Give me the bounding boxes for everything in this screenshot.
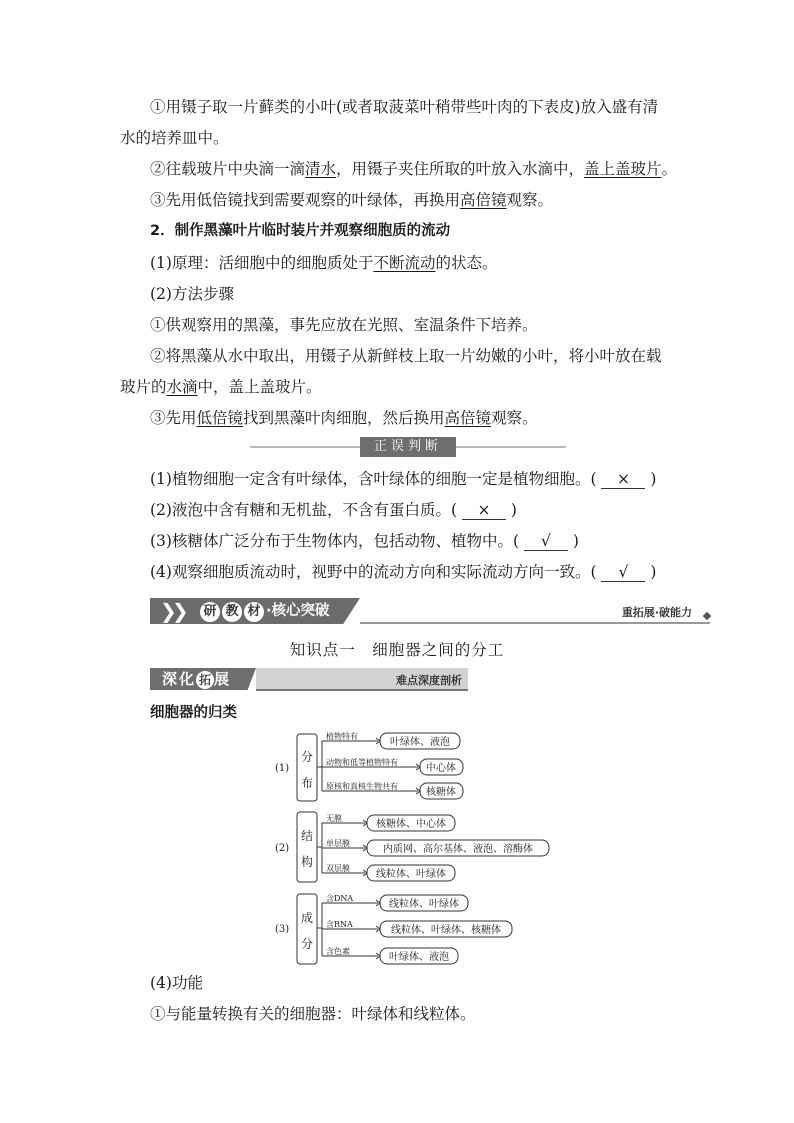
- judgment-item: (3)核糖体广泛分布于生物体内，包括动物、植物中。( √ ): [150, 532, 579, 550]
- para-method-2-line1: ②将黑藻从水中取出，用镊子从新鲜枝上取一片幼嫩的小叶，将小叶放在载: [150, 347, 662, 365]
- para-step1-line2: 水的培养皿中。: [120, 129, 229, 147]
- section-right-text: 重拓展·破能力: [621, 606, 692, 619]
- group3-box: [297, 894, 317, 964]
- group2-box: [297, 812, 317, 882]
- deep-bar-right-text: 难点深度剖析: [396, 674, 462, 687]
- group3-box-text-3: 叶绿体、液泡: [389, 952, 449, 963]
- group2-number: (2): [275, 843, 290, 854]
- judgment-item: (2)液泡中含有糖和无机盐，不含有蛋白质。( × ): [150, 501, 517, 519]
- group2-box-text-1: 核糖体、中心体: [376, 819, 446, 830]
- para-method-1: ①供观察用的黑藻，事先应放在光照、室温条件下培养。: [150, 316, 538, 334]
- group2-label-3: 双层膜: [326, 864, 350, 873]
- group1-box: [297, 734, 317, 801]
- group1-box-text-2: 中心体: [426, 763, 456, 774]
- group3-char-1: 成: [300, 911, 314, 925]
- diamond-icon: [703, 612, 711, 620]
- organelle-classification-diagram: [270, 728, 560, 974]
- underline-low-mag: 低倍镜: [196, 409, 244, 427]
- function-item-1: ①与能量转换有关的细胞器：叶绿体和线粒体。: [150, 1005, 476, 1023]
- underline-high-mag-2: 高倍镜: [444, 409, 492, 427]
- section-title: 研 教 材 ·核心突破: [200, 598, 330, 624]
- group1-label-1: 植物特有: [326, 732, 358, 741]
- deep-expansion-bar: [150, 668, 468, 690]
- group1-box-text-3: 核糖体: [426, 787, 456, 798]
- group2-label-2: 单层膜: [326, 839, 350, 848]
- group2-char-2: 构: [300, 855, 314, 869]
- underline-high-mag: 高倍镜: [460, 191, 507, 209]
- heading-2: 2．制作黑藻叶片临时装片并观察细胞质的流动: [150, 223, 451, 239]
- group1-label-3: 原核和真核生物共有: [326, 782, 398, 791]
- group3-label-1: 含DNA: [326, 894, 354, 903]
- para-methods: (2)方法步骤: [150, 285, 234, 303]
- group3-label-3: 含色素: [326, 947, 350, 956]
- para-step1-line1: ①用镊子取一片藓类的小叶(或者取菠菜叶稍带些叶肉的下表皮)放入盛有清: [150, 98, 659, 116]
- group3-box-text-1: 线粒体、叶绿体: [389, 899, 459, 910]
- classify-title: 细胞器的归类: [150, 705, 237, 721]
- group2-char-1: 结: [300, 829, 314, 843]
- function-title: (4)功能: [150, 974, 203, 992]
- chevron-right-icon: ❯: [172, 599, 189, 623]
- judgment-answer: √: [524, 532, 568, 551]
- para-method-3: ③先用低倍镜找到黑藻叶肉细胞，然后换用高倍镜观察。: [150, 409, 538, 427]
- underline-cover: 盖上盖玻片: [584, 160, 662, 178]
- knowledge-point-title: 知识点一 细胞器之间的分工: [289, 641, 505, 659]
- group1-char-1: 分: [300, 750, 314, 764]
- judgment-item: (4)观察细胞质流动时，视野中的流动方向和实际流动方向一致。( √ ): [150, 563, 657, 581]
- underline-water: 清水: [305, 160, 337, 178]
- para-step2: ②往载玻片中央滴一滴清水，用镊子夹住所取的叶放入水滴中，盖上盖玻片。: [150, 160, 678, 178]
- group3-label-2: 含RNA: [326, 920, 353, 929]
- underline-drop: 水滴: [166, 378, 198, 396]
- group1-number: (1): [275, 763, 290, 774]
- group1-label-2: 动物和低等植物特有: [326, 758, 398, 767]
- judgment-badge: 正误判断: [360, 437, 456, 457]
- underline-flow: 不断流动: [373, 254, 436, 272]
- judgment-answer: √: [601, 563, 645, 582]
- para-step3: ③先用低倍镜找到需要观察的叶绿体，再换用高倍镜观察。: [150, 191, 554, 209]
- group3-box-text-2: 线粒体、叶绿体、核糖体: [391, 925, 501, 936]
- group1-box-text-1: 叶绿体、液泡: [390, 737, 450, 748]
- judgment-answer: ×: [462, 501, 506, 520]
- group1-char-2: 布: [300, 776, 314, 790]
- judgment-answer: ×: [601, 470, 645, 489]
- group3-char-2: 分: [300, 937, 314, 951]
- deep-bar-title: 深化 拓 展: [162, 670, 232, 688]
- group2-box-text-3: 线粒体、叶绿体: [376, 869, 446, 880]
- group2-box-text-2: 内质网、高尔基体、液泡、溶酶体: [383, 844, 533, 855]
- para-method-2-line2: 玻片的水滴中，盖上盖玻片。: [120, 378, 322, 396]
- judgment-item: (1)植物细胞一定含有叶绿体，含叶绿体的细胞一定是植物细胞。( × ): [150, 470, 657, 488]
- group3-number: (3): [275, 924, 290, 935]
- section-rule: [360, 622, 710, 624]
- deep-bar-rule: [256, 689, 468, 691]
- chevron-right-icon: ❯: [160, 599, 177, 623]
- para-principle: (1)原理：活细胞中的细胞质处于不断流动的状态。: [150, 254, 498, 272]
- group2-label-1: 无膜: [326, 814, 342, 823]
- section-header-bar: [150, 598, 710, 624]
